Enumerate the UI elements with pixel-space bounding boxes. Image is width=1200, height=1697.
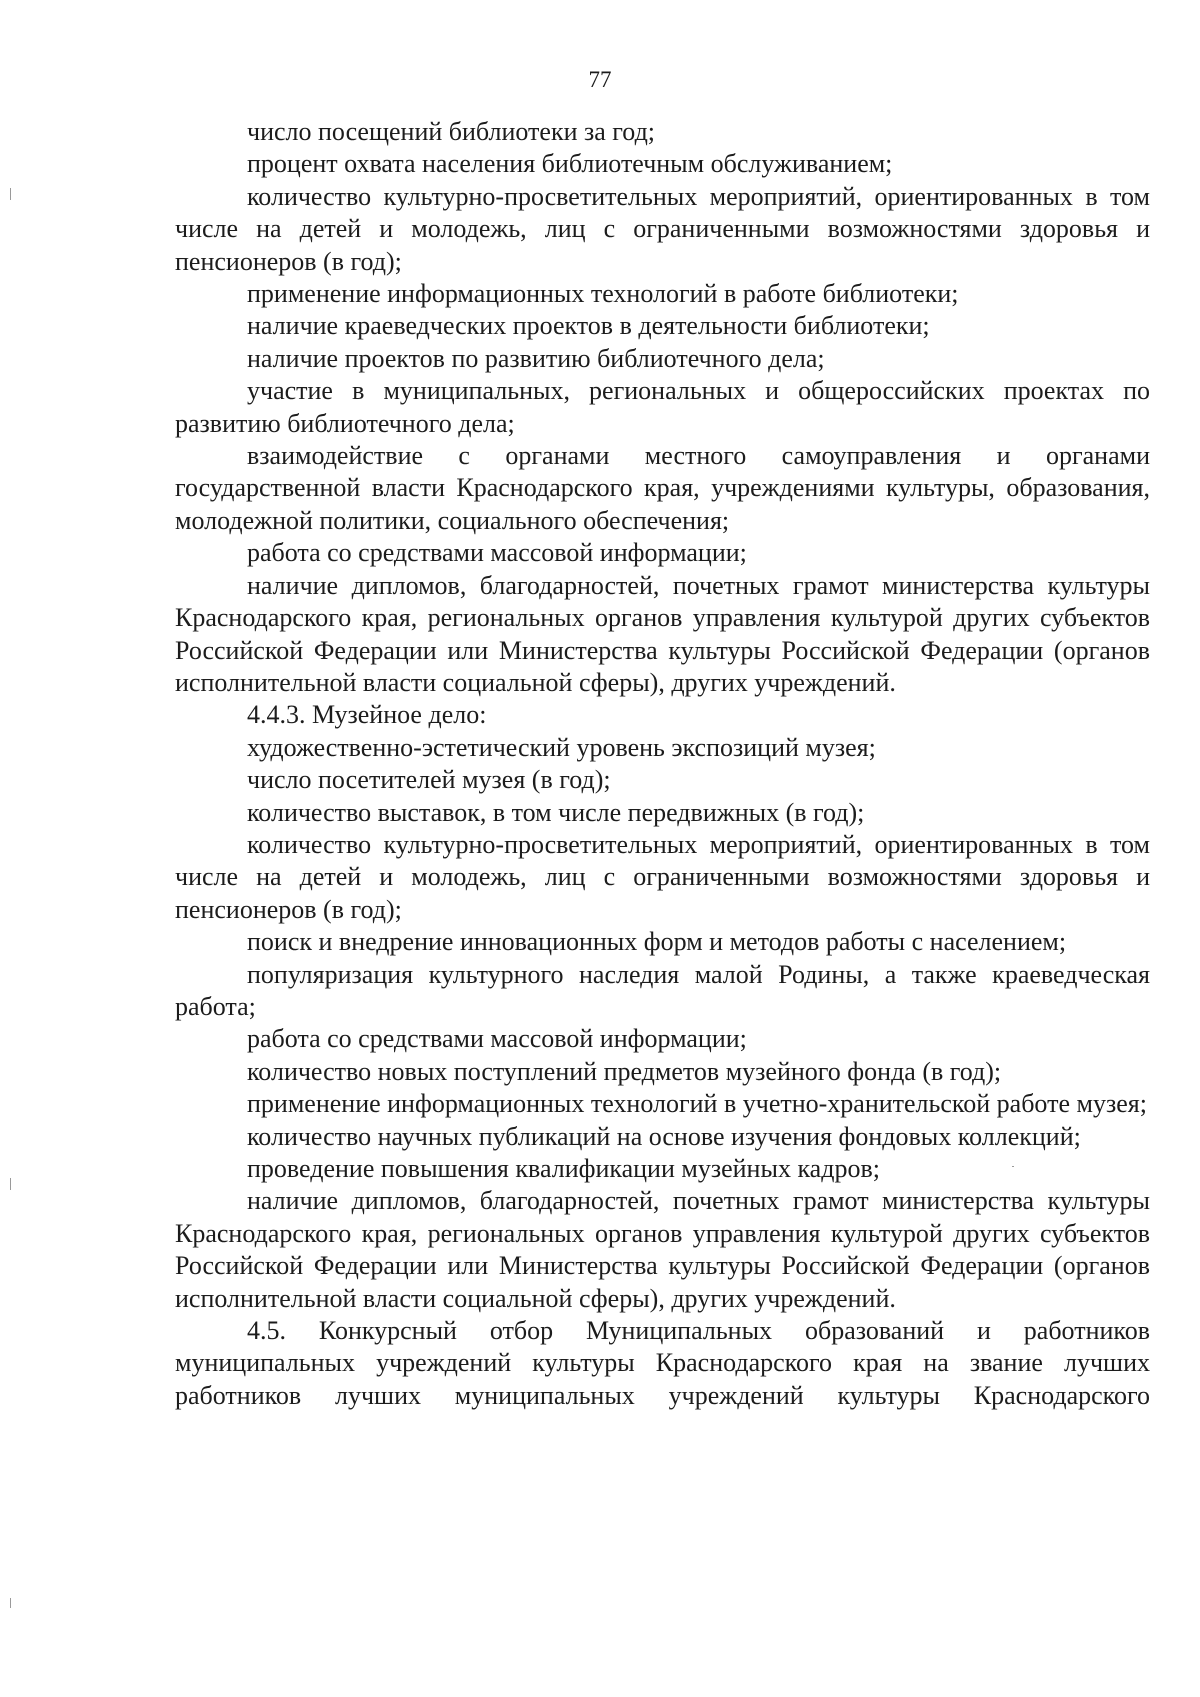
paragraph-museum-training: проведение повышения квалификации музейных кадров; bbox=[247, 1154, 880, 1183]
paragraph-museum-exhibitions: количество выставок, в том числе передвижных (в год); bbox=[247, 797, 865, 827]
paragraph-library-cooperation: взаимодействие с органами местного самоуправления и органами государственной власти Краснодарского края, учреждениями культуры, образования, молодежной политики, социального обеспечения; bbox=[175, 441, 1150, 535]
page-number: 77 bbox=[588, 67, 612, 92]
scan-artifact-left-middle bbox=[10, 1178, 11, 1190]
scan-artifact-left-top bbox=[10, 188, 11, 200]
paragraph-competition-selection: 4.5. Конкурсный отбор Муниципальных образований и работников муниципальных учреждений культуры Краснодарского края на звание лучших работников лучших муниципальных учреждений культуры Краснодарского bbox=[175, 1316, 1150, 1410]
paragraph-library-media: работа со средствами массовой информации; bbox=[247, 538, 747, 568]
paragraph-museum-events: количество культурно-просветительных мероприятий, ориентированных в том числе на детей и молодежь, лиц с ограниченными возможностями здоровья и пенсионеров (в год); bbox=[175, 829, 1150, 924]
scan-artifact-left-bottom bbox=[10, 1598, 11, 1608]
paragraph-library-awards: наличие дипломов, благодарностей, почетных грамот министерства культуры Краснодарского края, региональных органов управления культурой других субъектов Российской Федерации или Министерства культуры Российской Федерации (органов исполнительной власти социальной сферы), других учреждений. bbox=[175, 570, 1150, 697]
paragraph-library-it: применение информационных технологий в работе библиотеки; bbox=[247, 279, 959, 309]
paragraph-museum-publications: количество научных публикаций на основе изучения фондовых коллекций; bbox=[247, 1121, 1081, 1151]
section-heading-museum: 4.4.3. Музейное дело: bbox=[247, 700, 487, 730]
paragraph-library-local-projects: наличие краеведческих проектов в деятельности библиотеки; bbox=[247, 311, 930, 341]
paragraph-library-visits: число посещений библиотеки за год; bbox=[247, 117, 656, 146]
paragraph-museum-media: работа со средствами массовой информации; bbox=[247, 1024, 747, 1054]
paragraph-library-participation: участие в муниципальных, региональных и общероссийских проектах по развитию библиотечного дела; bbox=[175, 376, 1150, 438]
paragraph-museum-exposition: художественно-эстетический уровень экспозиций музея; bbox=[247, 732, 876, 762]
paragraph-museum-visitors: число посетителей музея (в год); bbox=[247, 765, 611, 795]
paragraph-museum-innovation: поиск и внедрение инновационных форм и методов работы с населением; bbox=[247, 927, 1067, 957]
paragraph-museum-it: применение информационных технологий в учетно-хранительской работе музея; bbox=[247, 1089, 1147, 1119]
paragraph-library-development-projects: наличие проектов по развитию библиотечного дела; bbox=[247, 343, 825, 373]
document-body bbox=[175, 116, 1150, 1412]
paragraph-museum-acquisitions: количество новых поступлений предметов музейного фонда (в год); bbox=[247, 1056, 1002, 1086]
paragraph-library-coverage: процент охвата населения библиотечным обслуживанием; bbox=[247, 149, 893, 179]
paragraph-museum-heritage: популяризация культурного наследия малой Родины, а также краеведческая работа; bbox=[175, 959, 1150, 1021]
paragraph-museum-awards: наличие дипломов, благодарностей, почетных грамот министерства культуры Краснодарского края, региональных органов управления культурой других субъектов Российской Федерации или Министерства культуры Российской Федерации (органов исполнительной власти социальной сферы), других учреждений. bbox=[175, 1186, 1150, 1313]
paragraph-library-events: количество культурно-просветительных мероприятий, ориентированных в том числе на детей и молодежь, лиц с ограниченными возможностями здоровья и пенсионеров (в год); bbox=[175, 181, 1150, 276]
